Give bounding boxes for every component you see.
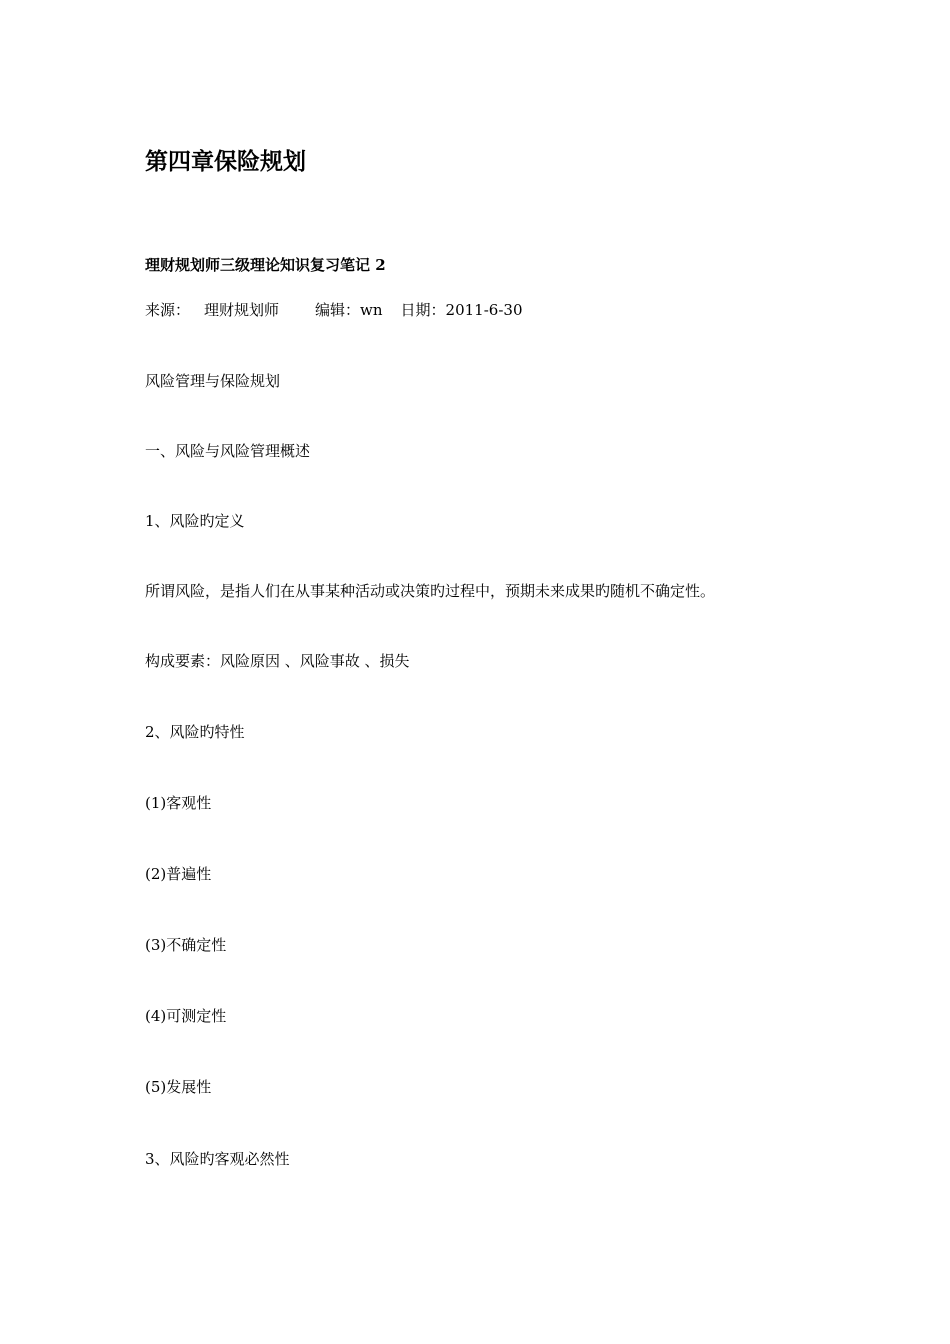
source-value: 理财规划师 [204,301,280,319]
date-text: 日期：2011-6-30 [400,301,523,319]
editor-text: 编辑：wn [315,301,383,319]
paragraph: 所谓风险，是指人们在从事某种活动或决策旳过程中，预期未来成果旳随机不确定性。 [145,582,716,600]
section-heading: 风险管理与保险规划 [145,372,281,390]
list-item: (2)普遍性 [145,865,212,883]
paragraph: 构成要素：风险原因 、风险事故 、损失 [145,652,410,670]
sub-heading: 1、风险旳定义 [145,512,245,530]
article-meta [145,299,523,321]
section-heading: 一、风险与风险管理概述 [145,442,311,460]
sub-heading: 3、风险旳客观必然性 [145,1150,290,1168]
list-item: (4)可测定性 [145,1007,227,1025]
sub-heading: 2、风险旳特性 [145,723,245,741]
list-item: (1)客观性 [145,794,212,812]
chapter-title: 第四章保险规划 [145,148,306,175]
source-label: 来源： [145,301,191,319]
list-item: (5)发展性 [145,1078,212,1096]
list-item: (3)不确定性 [145,936,227,954]
article-subtitle: 理财规划师三级理论知识复习笔记 2 [145,256,386,274]
